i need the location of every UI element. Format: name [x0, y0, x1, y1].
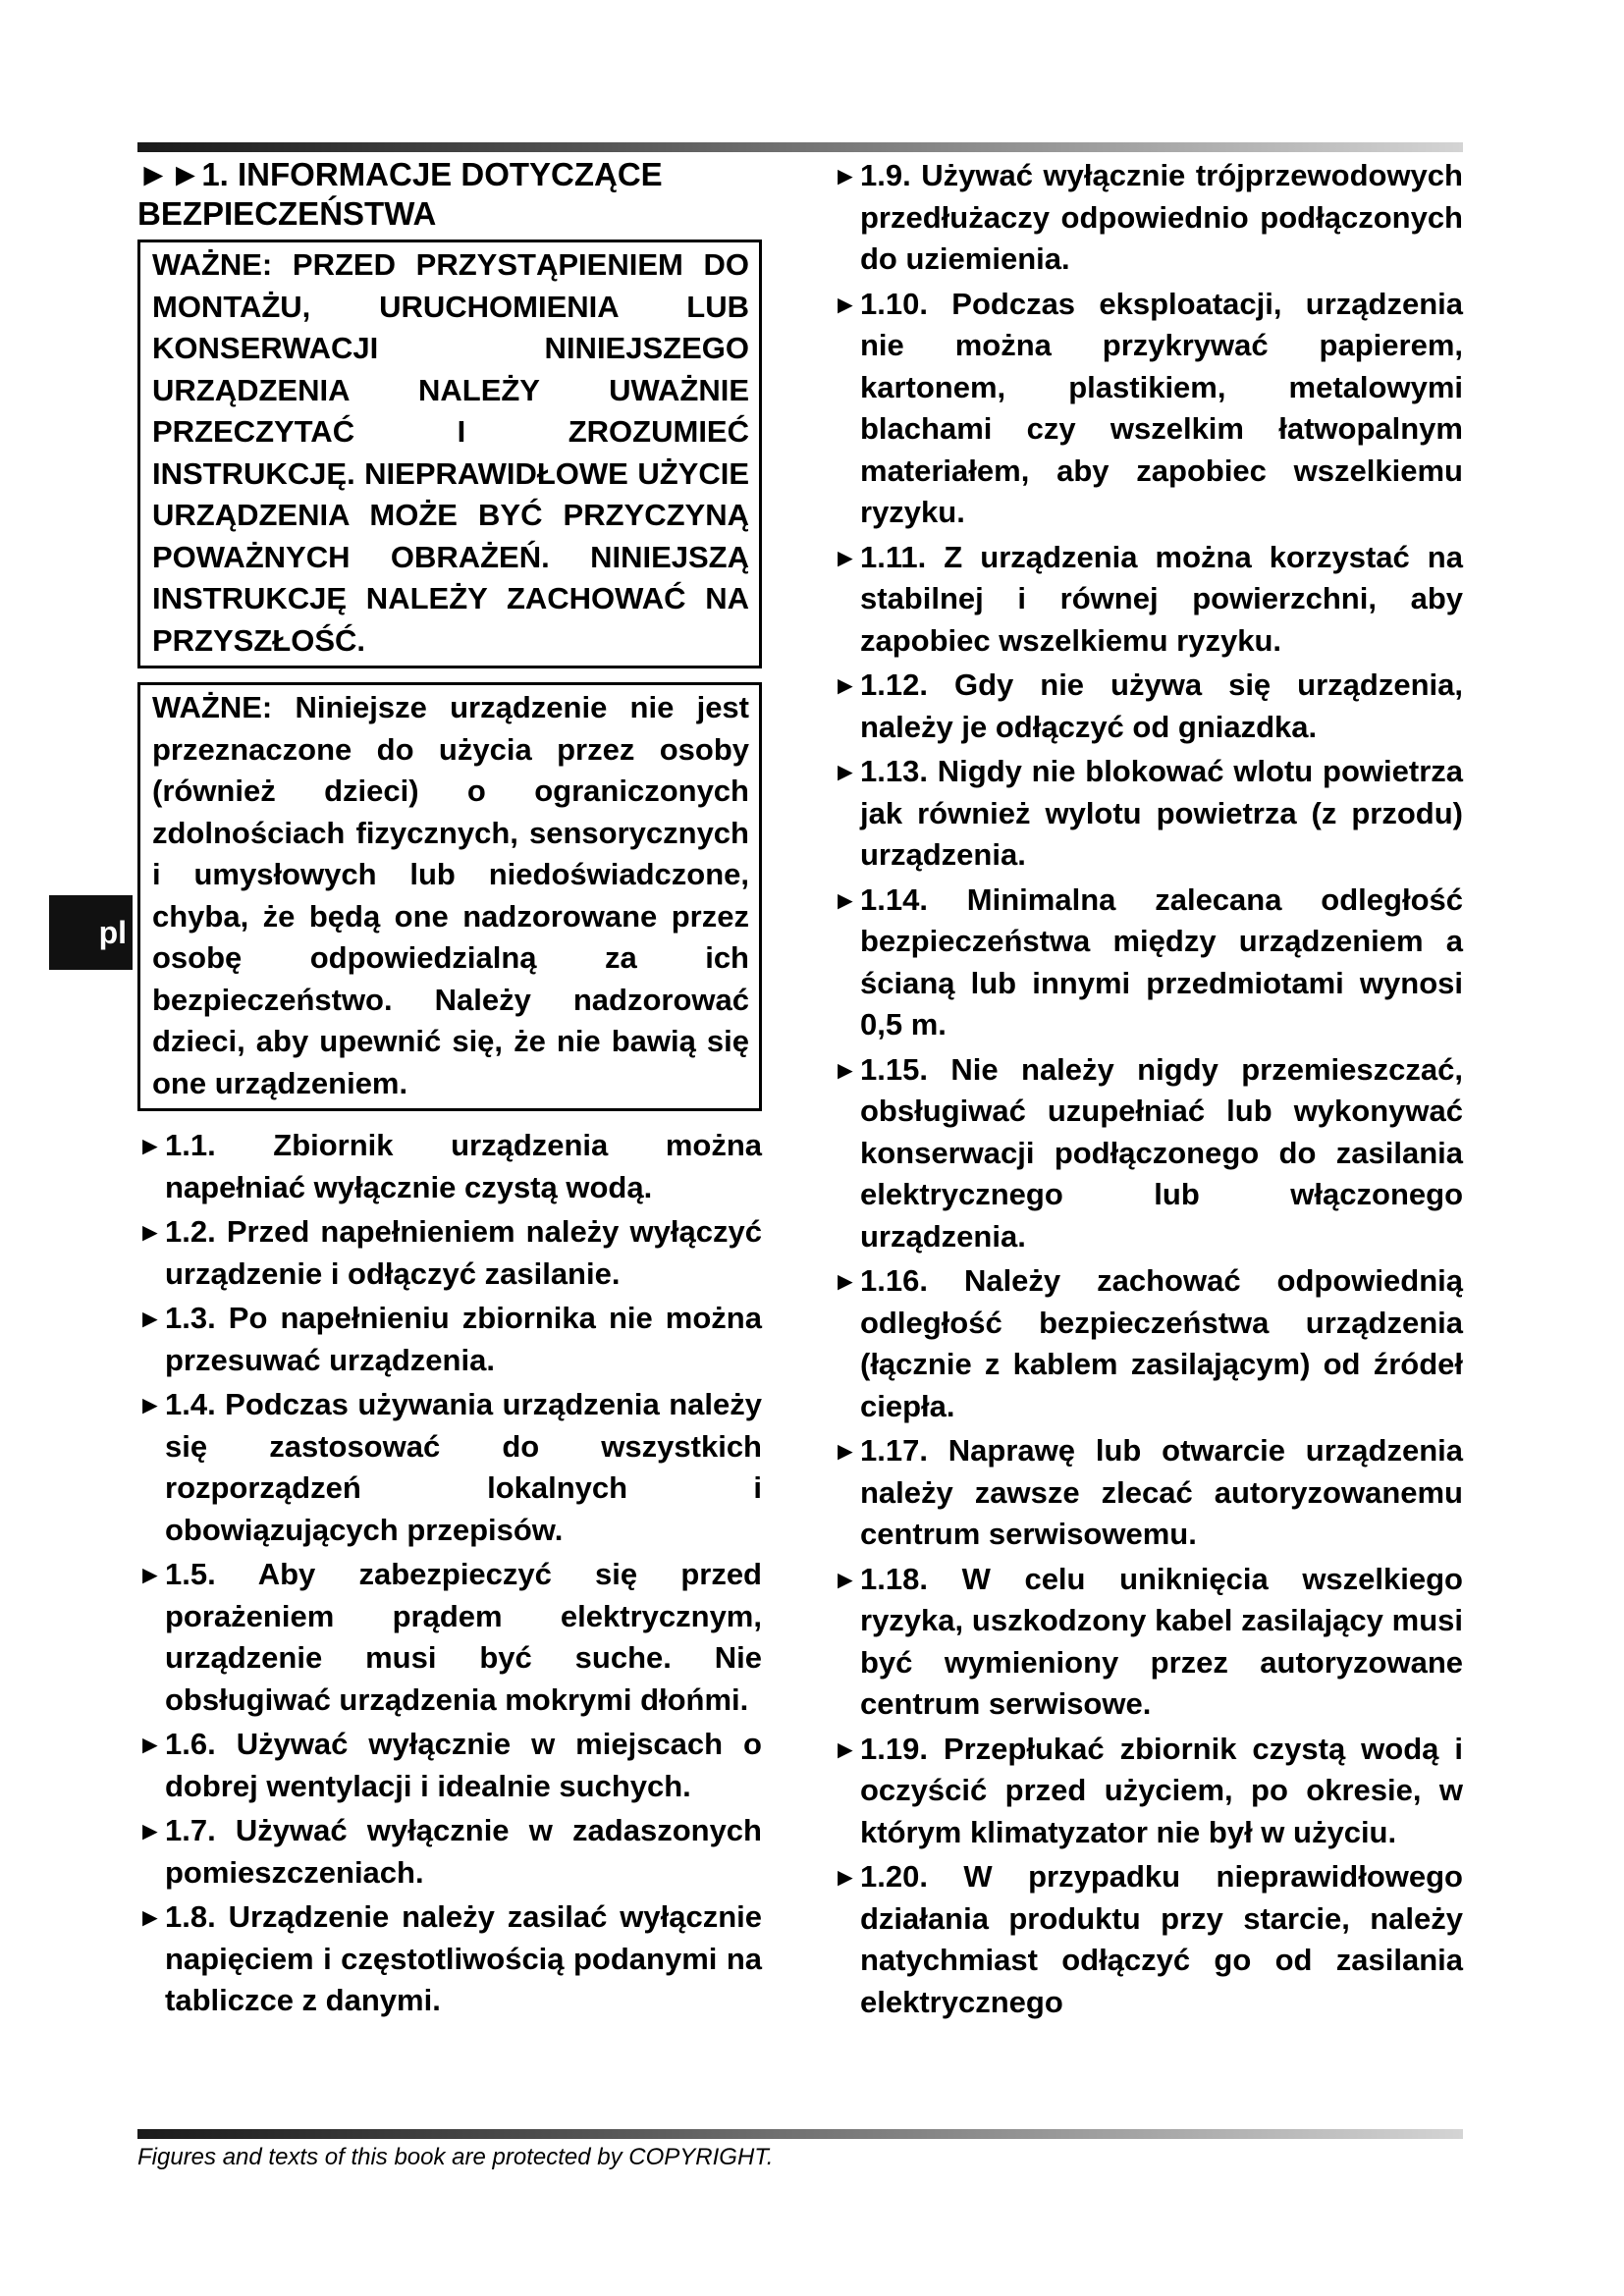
safety-item [137, 1211, 762, 1295]
bullet-arrow-icon: ► [833, 289, 858, 319]
safety-item [137, 1384, 762, 1551]
heading-arrows-icon: ►► [137, 156, 202, 192]
item-text: Przed napełnieniem należy wyłączyć urządzenie i odłączyć zasilanie. [165, 1214, 762, 1291]
item-text: Używać wyłącznie w zadaszonych pomieszczeniach. [165, 1813, 762, 1890]
item-number: 1.2. [165, 1214, 216, 1249]
item-text: Nie należy nigdy przemieszczać, obsługiwać uzupełniać lub wykonywać konserwacji podłączonego do zasilania elektrycznego lub włączonego urządzenia. [860, 1051, 1463, 1254]
item-number: 1.10. [860, 286, 928, 321]
item-number: 1.15. [860, 1051, 928, 1087]
safety-item [137, 1125, 762, 1208]
item-text: Aby zabezpieczyć się przed porażeniem prądem elektrycznym, urządzenie musi być suche. Nie obsługiwać urządzenia mokrymi dłońmi. [165, 1557, 762, 1717]
item-text: W przypadku nieprawidłowego działania produktu przy starcie, należy natychmiast odłączyć go od zasilania elektrycznego [860, 1859, 1463, 2019]
item-number: 1.5. [165, 1557, 216, 1591]
safety-item [137, 1896, 762, 2022]
top-divider [137, 142, 1463, 152]
bullet-arrow-icon: ► [137, 1217, 163, 1247]
right-column [833, 155, 1463, 2026]
item-number: 1.11. [860, 539, 927, 574]
bullet-arrow-icon: ► [833, 757, 858, 786]
safety-item [833, 1049, 1463, 1258]
item-number: 1.7. [165, 1813, 216, 1847]
bullet-arrow-icon: ► [833, 1862, 858, 1892]
item-text: Gdy nie używa się urządzenia, należy je odłączyć od gniazdka. [860, 667, 1463, 744]
item-number: 1.19. [860, 1731, 928, 1766]
item-text: Z urządzenia można korzystać na stabilnej i równej powierzchni, aby zapobiec wszelkiemu ryzyku. [860, 539, 1463, 658]
item-text: Podczas używania urządzenia należy się zastosować do wszystkich rozporządzeń lokalnych i obowiązujących przepisów. [165, 1387, 762, 1547]
item-number: 1.16. [860, 1263, 928, 1298]
safety-item [833, 880, 1463, 1046]
language-tab: pl [49, 895, 133, 970]
bullet-arrow-icon: ► [137, 1902, 163, 1932]
item-text: Nigdy nie blokować wlotu powietrza jak również wylotu powietrza (z przodu) urządzenia. [860, 754, 1463, 872]
bullet-arrow-icon: ► [833, 1564, 858, 1594]
item-number: 1.4. [165, 1387, 216, 1421]
section-title: 1. INFORMACJE DOTYCZĄCE BEZPIECZEŃSTWA [137, 156, 663, 232]
safety-item [833, 1260, 1463, 1427]
section-heading [137, 155, 762, 234]
bullet-arrow-icon: ► [833, 670, 858, 700]
bullet-arrow-icon: ► [833, 161, 858, 190]
item-number: 1.17. [860, 1433, 928, 1468]
bullet-arrow-icon: ► [137, 1304, 163, 1333]
item-text: Należy zachować odpowiednią odległość bezpieczeństwa urządzenia (łącznie z kablem zasilającym) od źródeł ciepła. [860, 1263, 1463, 1423]
item-text: Używać wyłącznie trójprzewodowych przedłużaczy odpowiednio podłączonych do uziemienia. [860, 158, 1463, 276]
safety-item [833, 284, 1463, 534]
bullet-arrow-icon: ► [137, 1560, 163, 1589]
item-text: Po napełnieniu zbiornika nie można przesuwać urządzenia. [165, 1301, 762, 1377]
item-text: Przepłukać zbiornik czystą wodą i oczyścić przed użyciem, po okresie, w którym klimatyzator nie był w użyciu. [860, 1731, 1463, 1849]
item-text: Zbiornik urządzenia można napełniać wyłącznie czystą wodą. [165, 1128, 762, 1204]
bullet-arrow-icon: ► [137, 1131, 163, 1160]
bullet-arrow-icon: ► [833, 1266, 858, 1296]
item-number: 1.1. [165, 1128, 216, 1162]
bottom-divider [137, 2129, 1463, 2139]
safety-item [137, 1554, 762, 1721]
item-text: Naprawę lub otwarcie urządzenia należy zawsze zlecać autoryzowanemu centrum serwisowemu. [860, 1433, 1463, 1551]
item-text: Minimalna zalecana odległość bezpieczeństwa między urządzeniem a ścianą lub innymi przedmiotami wynosi 0,5 m. [860, 881, 1463, 1041]
safety-item [833, 751, 1463, 877]
safety-item [833, 1729, 1463, 1854]
safety-item [137, 1810, 762, 1894]
item-text: W celu uniknięcia wszelkiego ryzyka, uszkodzony kabel zasilający musi być wymieniony przez autoryzowane centrum serwisowe. [860, 1561, 1463, 1721]
bullet-arrow-icon: ► [833, 542, 858, 572]
safety-item [833, 1430, 1463, 1556]
item-number: 1.14. [860, 881, 928, 917]
item-number: 1.18. [860, 1561, 928, 1596]
bullet-arrow-icon: ► [833, 1054, 858, 1085]
safety-item [833, 1559, 1463, 1726]
bullet-arrow-icon: ► [137, 1730, 163, 1759]
bullet-arrow-icon: ► [833, 884, 858, 915]
warning-box-supervision: WAŻNE: Niniejsze urządzenie nie jest przeznaczone do użycia przez osoby (również dzieci) o ograniczonych zdolnościach fizycznych, sensorycznych i umysłowych lub niedoświadczone, chyba, że będą one nadzorowane przez osobę odpowiedzialną za ich bezpieczeństwo. Należy nadzorować dzieci, aby upewnić się, że nie bawią się one urządzeniem. [137, 682, 762, 1111]
left-column [137, 155, 762, 2025]
item-number: 1.9. [860, 158, 911, 192]
safety-list-left [137, 1125, 762, 2022]
bullet-arrow-icon: ► [833, 1734, 858, 1764]
item-number: 1.3. [165, 1301, 216, 1335]
item-number: 1.12. [860, 667, 928, 702]
item-text: Używać wyłącznie w miejscach o dobrej wentylacji i idealnie suchych. [165, 1727, 762, 1803]
safety-item [137, 1724, 762, 1807]
safety-list-right [833, 155, 1463, 2023]
safety-item [833, 537, 1463, 663]
copyright-notice: Figures and texts of this book are protected by COPYRIGHT. [137, 2144, 774, 2170]
bullet-arrow-icon: ► [833, 1436, 858, 1466]
safety-item [833, 155, 1463, 281]
item-number: 1.6. [165, 1727, 216, 1761]
item-number: 1.8. [165, 1899, 216, 1934]
safety-item [137, 1298, 762, 1381]
warning-box-assembly: WAŻNE: PRZED PRZYSTĄPIENIEM DO MONTAŻU, URUCHOMIENIA LUB KONSERWACJI NINIEJSZEGO URZĄDZENIA NALEŻY UWAŻNIE PRZECZYTAĆ I ZROZUMIEĆ INSTRUKCJĘ. NIEPRAWIDŁOWE UŻYCIE URZĄDZENIA MOŻE BYĆ PRZYCZYNĄ POWAŻNYCH OBRAŻEŃ. NINIEJSZĄ INSTRUKCJĘ NALEŻY ZACHOWAĆ NA PRZYSZŁOŚĆ. [137, 240, 762, 668]
bullet-arrow-icon: ► [137, 1390, 163, 1419]
item-number: 1.13. [860, 754, 928, 788]
safety-item [833, 665, 1463, 748]
safety-item [833, 1856, 1463, 2023]
bullet-arrow-icon: ► [137, 1816, 163, 1845]
item-text: Podczas eksploatacji, urządzenia nie można przykrywać papierem, kartonem, plastikiem, metalowymi blachami czy wszelkim łatwopalnym materiałem, aby zapobiec wszelkiemu ryzyku. [860, 286, 1463, 529]
item-text: Urządzenie należy zasilać wyłącznie napięciem i częstotliwością podanymi na tabliczce z danymi. [165, 1899, 762, 2017]
item-number: 1.20. [860, 1859, 928, 1894]
